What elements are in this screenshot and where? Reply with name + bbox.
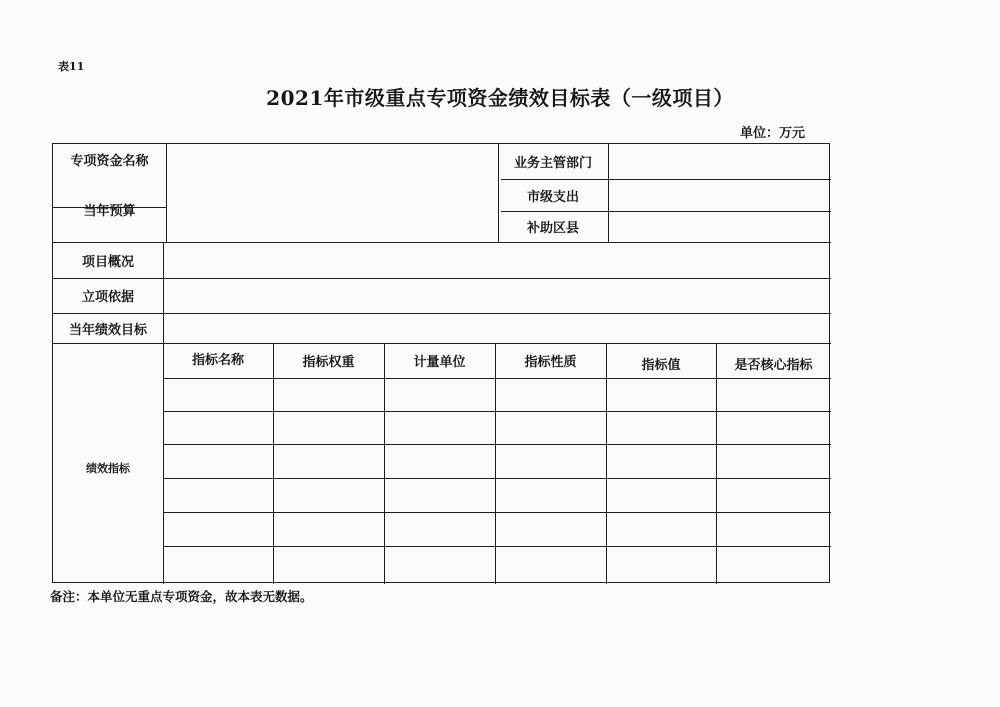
column-header: 指标性质	[524, 355, 577, 370]
target-value	[163, 313, 831, 343]
unit-label: 单位：万元	[740, 126, 806, 141]
grid-line	[495, 343, 496, 584]
grid-line	[163, 411, 831, 412]
district-subsidy-label: 补助区县	[526, 221, 579, 236]
grid-line	[384, 343, 385, 584]
dept-label: 业务主管部门	[513, 156, 592, 171]
sheet-label: 表11	[58, 60, 85, 73]
footnote: 备注：本单位无重点专项资金，故本表无数据。	[50, 589, 313, 604]
overview-value	[163, 242, 831, 278]
budget-label: 当年预算	[83, 203, 136, 219]
column-header: 指标名称	[191, 352, 244, 368]
grid-line	[163, 444, 831, 445]
grid-line	[163, 546, 831, 547]
column-header: 指标值	[641, 358, 681, 373]
city-expense-label: 市级支出	[526, 189, 579, 205]
target-label: 当年绩效目标	[68, 322, 147, 338]
column-header: 是否核心指标	[734, 358, 813, 373]
indicators-label: 绩效指标	[86, 461, 130, 475]
column-header: 指标权重	[302, 355, 355, 370]
performance-target-form	[52, 143, 830, 583]
basis-label: 立项依据	[81, 290, 134, 305]
district-subsidy-value	[608, 211, 831, 242]
column-header: 计量单位	[413, 355, 466, 370]
fund-name-label: 专项资金名称	[70, 154, 149, 169]
grid-line	[273, 343, 274, 584]
page-title: 2021年市级重点专项资金绩效目标表（一级项目）	[266, 86, 734, 110]
grid-line	[163, 512, 831, 513]
city-expense-value	[608, 179, 831, 211]
fund-name-value	[166, 144, 498, 179]
grid-line	[163, 478, 831, 479]
dept-value	[608, 144, 831, 179]
overview-label: 项目概况	[81, 254, 134, 270]
basis-value	[163, 278, 831, 313]
